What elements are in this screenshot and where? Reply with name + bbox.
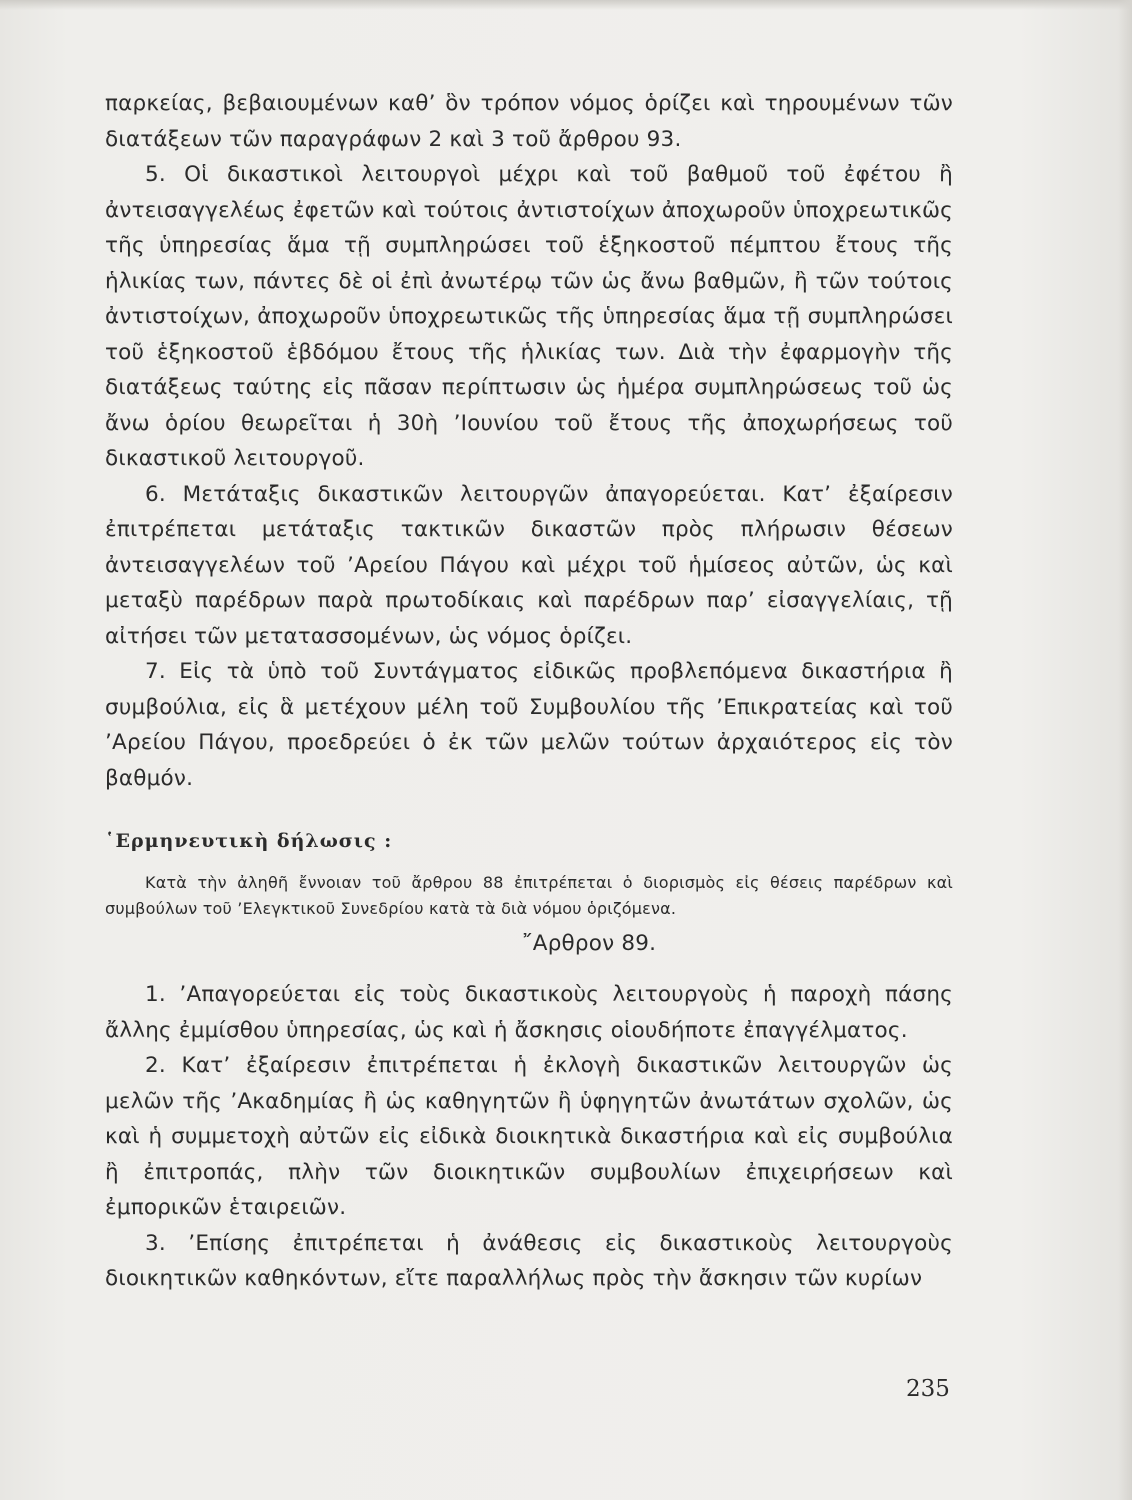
- page-binding-shadow: [1118, 0, 1132, 1500]
- paragraph-6: 6. Μετάταξις δικαστικῶν λειτουργῶν ἀπαγορεύεται. Κατ’ ἐξαίρεσιν ἐπιτρέπεται μετάταξις τακτικῶν δικαστῶν πρὸς πλήρωσιν θέσεων ἀντεισαγγελέων τοῦ ’Αρείου Πάγου καὶ μέχρι τοῦ ἡμίσεος αὐτῶν, ὡς καὶ μεταξὺ παρέδρων παρὰ πρωτοδίκαις καὶ παρέδρων παρ’ εἰσαγγελίαις, τῇ αἰτήσει τῶν μετατασσομένων, ὡς νόμος ὁρίζει.: [105, 481, 953, 649]
- article-paragraph-3: 3. ’Επίσης ἐπιτρέπεται ἡ ἀνάθεσις εἰς δικαστικοὺς λειτουργοὺς διοικητικῶν καθηκόντων, εἴτε παραλλήλως πρὸς τὴν ἄσκησιν τῶν κυρίων: [105, 1230, 953, 1291]
- paragraph-7: 7. Εἰς τὰ ὑπὸ τοῦ Συντάγματος εἰδικῶς προβλεπόμενα δικαστήρια ἢ συμβούλια, εἰς ἃ μετέχουν μέλη τοῦ Συμβουλίου τῆς ’Επικρατείας καὶ τοῦ ’Αρείου Πάγου, προεδρεύει ὁ ἐκ τῶν μελῶν τούτων ἀρχαιότερος εἰς τὸν βαθμόν.: [105, 659, 953, 791]
- hermeneutic-heading: ῾Ερμηνευτικὴ δήλωσις :: [105, 830, 393, 852]
- paragraph-5: 5. Οἱ δικαστικοὶ λειτουργοὶ μέχρι καὶ τοῦ βαθμοῦ τοῦ ἐφέτου ἢ ἀντεισαγγελέως ἐφετῶν καὶ τούτοις ἀντιστοίχων ἀποχωροῦν ὑποχρεωτικῶς τῆς ὑπηρεσίας ἅμα τῇ συμπληρώσει τοῦ ἑξηκοστοῦ πέμπτου ἔτους τῆς ἡλικίας των, πάντες δὲ οἱ ἐπὶ ἀνωτέρῳ τῶν ὡς ἄνω βαθμῶν, ἢ τῶν τούτοις ἀντιστοίχων, ἀποχωροῦν ὑποχρεωτικῶς τῆς ὑπηρεσίας ἅμα τῇ συμπληρώσει τοῦ ἑξηκοστοῦ ἑβδόμου ἔτους τῆς ἡλικίας των. Διὰ τὴν ἐφαρμογὴν τῆς διατάξεως ταύτης εἰς πᾶσαν περίπτωσιν ὡς ἡμέρα συμπληρώσεως τοῦ ὡς ἄνω ὁρίου θεωρεῖται ἡ 30ὴ ’Ιουνίου τοῦ ἔτους τῆς ἀποχωρήσεως τοῦ δικαστικοῦ λειτουργοῦ.: [105, 162, 953, 471]
- paragraph-continuation: παρκείας, βεβαιουμένων καθ’ ὃν τρόπον νόμος ὁρίζει καὶ τηρουμένων τῶν διατάξεων τῶν παραγράφων 2 καὶ 3 τοῦ ἄρθρου 93.: [105, 91, 953, 152]
- hermeneutic-note: Κατὰ τὴν ἀληθῆ ἔννοιαν τοῦ ἄρθρου 88 ἐπιτρέπεται ὁ διορισμὸς εἰς θέσεις παρέδρων καὶ συμβούλων τοῦ ’Ελεγκτικοῦ Συνεδρίου κατὰ τὰ διὰ νόμου ὁριζόμενα.: [105, 872, 953, 918]
- page-number: 235: [906, 1376, 950, 1402]
- page-top-shadow: [0, 0, 1132, 10]
- article-paragraph-2: 2. Κατ’ ἐξαίρεσιν ἐπιτρέπεται ἡ ἐκλογὴ δικαστικῶν λειτουργῶν ὡς μελῶν τῆς ’Ακαδημίας ἢ ὡς καθηγητῶν ἢ ὑφηγητῶν ἀνωτάτων σχολῶν, ὡς καὶ ἡ συμμετοχὴ αὐτῶν εἰς εἰδικὰ διοικητικὰ δικαστήρια καὶ εἰς συμβούλια ἢ ἐπιτροπάς, πλὴν τῶν διοικητικῶν συμβουλίων ἐπιχειρήσεων καὶ ἐμπορικῶν ἑταιρειῶν.: [105, 1053, 953, 1220]
- article-paragraph-1: 1. ’Απαγορεύεται εἰς τοὺς δικαστικοὺς λειτουργοὺς ἡ παροχὴ πάσης ἄλλης ἐμμίσθου ὑπηρεσίας, ὡς καὶ ἡ ἄσκησις οἱουδήποτε ἐπαγγέλματος.: [105, 982, 953, 1043]
- page-body: [105, 86, 953, 1297]
- article-title: ῎Αρθρον 89.: [521, 930, 657, 956]
